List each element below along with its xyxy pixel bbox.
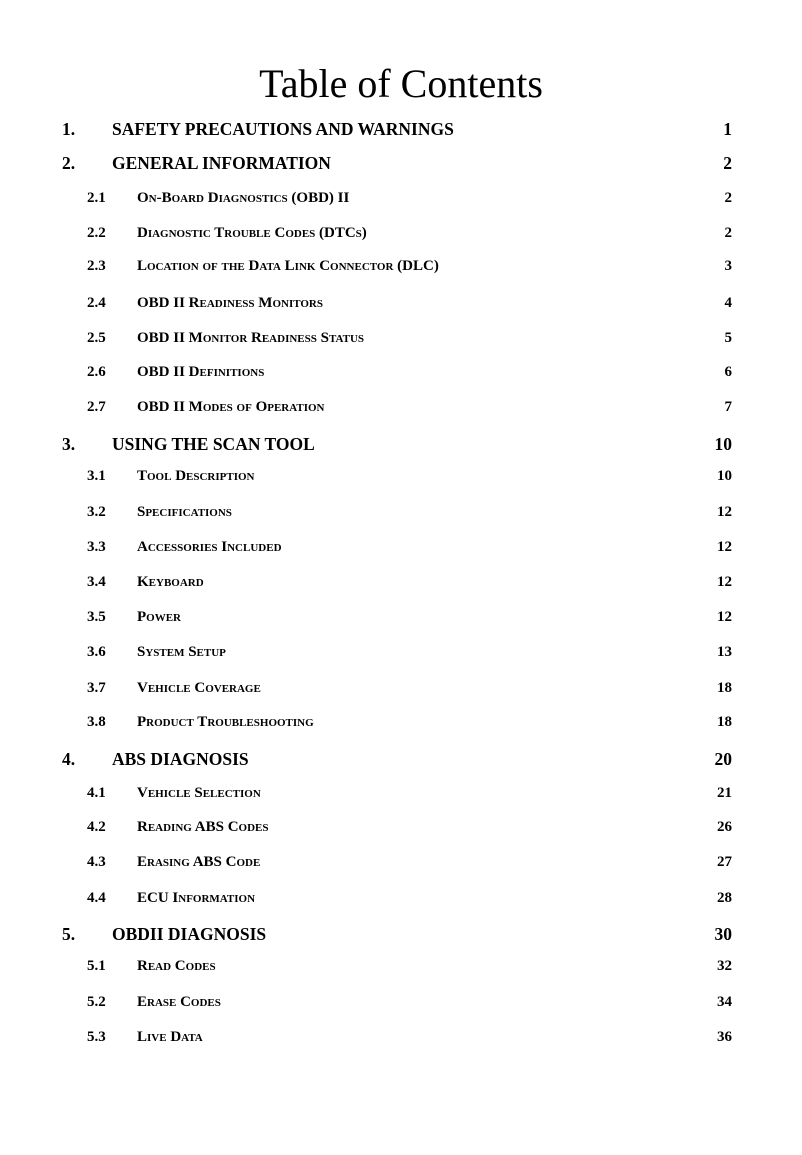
toc-entry-5-3[interactable] (87, 1029, 732, 1051)
toc-entry-page: 12 (717, 504, 732, 520)
toc-entry-number: 5. (62, 924, 76, 944)
toc-entry-number: 3.7 (87, 680, 106, 696)
toc-entry-number: 3.3 (87, 539, 106, 555)
toc-entry-page: 12 (717, 574, 732, 590)
toc-entry-page: 2 (723, 153, 732, 173)
toc-entry-number: 2.2 (87, 225, 106, 241)
toc-entry-title: USING THE SCAN TOOL (112, 434, 315, 454)
toc-entry-title: Erasing ABS Code (137, 854, 261, 870)
toc-entry-page: 13 (717, 644, 732, 660)
toc-entry-number: 2. (62, 153, 76, 173)
toc-entry-title: Diagnostic Trouble Codes (DTCs) (137, 225, 367, 241)
toc-entry-page: 10 (717, 468, 732, 484)
toc-entry-number: 3.4 (87, 574, 106, 590)
toc-entry-page: 28 (717, 890, 732, 906)
toc-entry-2-6[interactable] (87, 364, 732, 386)
toc-entry-title: System Setup (137, 644, 226, 660)
toc-entry-number: 2.7 (87, 399, 106, 415)
toc-entry-number: 2.6 (87, 364, 106, 380)
toc-entry-page: 27 (717, 854, 732, 870)
toc-entry-5[interactable] (62, 924, 732, 946)
toc-entry-1[interactable] (62, 119, 732, 141)
toc-entry-title: Product Troubleshooting (137, 714, 314, 730)
toc-entry-3-1[interactable] (87, 468, 732, 490)
toc-entry-5-1[interactable] (87, 958, 732, 980)
toc-entry-page: 7 (724, 399, 732, 415)
toc-entry-2-2[interactable] (87, 225, 732, 247)
toc-entry-2-5[interactable] (87, 330, 732, 352)
toc-entry-title: Erase Codes (137, 994, 221, 1010)
toc-entry-3-6[interactable] (87, 644, 732, 666)
toc-entry-number: 3.2 (87, 504, 106, 520)
toc-entry-4-2[interactable] (87, 819, 732, 841)
toc-entry-2[interactable] (62, 153, 732, 175)
toc-entry-title: ECU Information (137, 890, 256, 906)
toc-entry-number: 3.6 (87, 644, 106, 660)
toc-entry-page: 32 (717, 958, 732, 974)
toc-entry-page: 5 (724, 330, 732, 346)
toc-entry-3[interactable] (62, 434, 732, 456)
toc-entry-2-4[interactable] (87, 295, 732, 317)
toc-entry-number: 2.3 (87, 258, 106, 274)
toc-entry-title: ABS DIAGNOSIS (112, 749, 249, 769)
toc-entry-page: 12 (717, 539, 732, 555)
toc-entry-page: 4 (724, 295, 732, 311)
toc-entry-title: Tool Description (137, 468, 255, 484)
toc-entry-page: 18 (717, 714, 732, 730)
toc-entry-page: 18 (717, 680, 732, 696)
toc-entry-2-1[interactable] (87, 190, 732, 212)
toc-entry-title: Location of the Data Link Connector (DLC) (137, 258, 439, 274)
toc-entry-number: 5.3 (87, 1029, 106, 1045)
toc-entry-3-8[interactable] (87, 714, 732, 736)
toc-entry-title: Vehicle Selection (137, 785, 261, 801)
toc-entry-number: 1. (62, 119, 76, 139)
toc-entry-page: 34 (717, 994, 732, 1010)
toc-entry-page: 2 (724, 225, 732, 241)
toc-entry-number: 3.8 (87, 714, 106, 730)
toc-entry-title: OBD II Modes of Operation (137, 399, 325, 415)
toc-entry-title: Live Data (137, 1029, 203, 1045)
toc-entry-page: 6 (724, 364, 732, 380)
toc-entry-number: 4.4 (87, 890, 106, 906)
toc-entry-number: 5.1 (87, 958, 106, 974)
toc-entry-title: SAFETY PRECAUTIONS AND WARNINGS (112, 119, 454, 139)
toc-entry-number: 4. (62, 749, 76, 769)
toc-entry-title: Specifications (137, 504, 232, 520)
toc-entry-5-2[interactable] (87, 994, 732, 1016)
toc-entry-number: 3. (62, 434, 76, 454)
toc-entry-page: 36 (717, 1029, 732, 1045)
toc-entry-number: 2.5 (87, 330, 106, 346)
toc-entry-4-1[interactable] (87, 785, 732, 807)
toc-entry-title: On-Board Diagnostics (OBD) II (137, 190, 350, 206)
toc-entry-page: 1 (723, 119, 732, 139)
toc-entry-page: 30 (714, 924, 732, 944)
toc-entry-number: 2.4 (87, 295, 106, 311)
toc-entry-4-4[interactable] (87, 890, 732, 912)
toc-entry-page: 3 (724, 258, 732, 274)
toc-entry-title: Reading ABS Codes (137, 819, 269, 835)
toc-entry-title: Read Codes (137, 958, 216, 974)
toc-entry-2-7[interactable] (87, 399, 732, 421)
toc-entry-number: 4.2 (87, 819, 106, 835)
toc-entry-3-7[interactable] (87, 680, 732, 702)
toc-entry-title: Vehicle Coverage (137, 680, 261, 696)
toc-entry-number: 3.1 (87, 468, 106, 484)
page-title: Table of Contents (259, 61, 543, 106)
toc-entry-title: OBD II Readiness Monitors (137, 295, 323, 311)
toc-entry-number: 5.2 (87, 994, 106, 1010)
toc-entry-3-2[interactable] (87, 504, 732, 526)
toc-entry-number: 4.3 (87, 854, 106, 870)
toc-entry-title: OBD II Definitions (137, 364, 265, 380)
toc-entry-title: GENERAL INFORMATION (112, 153, 331, 173)
toc-entry-page: 10 (714, 434, 732, 454)
toc-entry-title: OBDII DIAGNOSIS (112, 924, 267, 944)
toc-entry-4-3[interactable] (87, 854, 732, 876)
toc-entry-title: Keyboard (137, 574, 204, 590)
toc-entry-title: Accessories Included (137, 539, 282, 555)
toc-entry-number: 2.1 (87, 190, 106, 206)
toc-entry-number: 3.5 (87, 609, 106, 625)
toc-entry-4[interactable] (62, 749, 732, 771)
toc-entry-page: 2 (724, 190, 732, 206)
toc-entry-number: 4.1 (87, 785, 106, 801)
toc-entry-3-4[interactable] (87, 574, 732, 596)
toc-entry-3-5[interactable] (87, 609, 732, 631)
toc-entry-2-3[interactable] (87, 258, 732, 280)
toc-entry-title: Power (137, 609, 181, 625)
toc-entry-title: OBD II Monitor Readiness Status (137, 330, 364, 346)
toc-entry-page: 26 (717, 819, 732, 835)
toc-entry-3-3[interactable] (87, 539, 732, 561)
toc-entry-page: 20 (714, 749, 732, 769)
toc-entry-page: 12 (717, 609, 732, 625)
toc-entry-page: 21 (717, 785, 732, 801)
